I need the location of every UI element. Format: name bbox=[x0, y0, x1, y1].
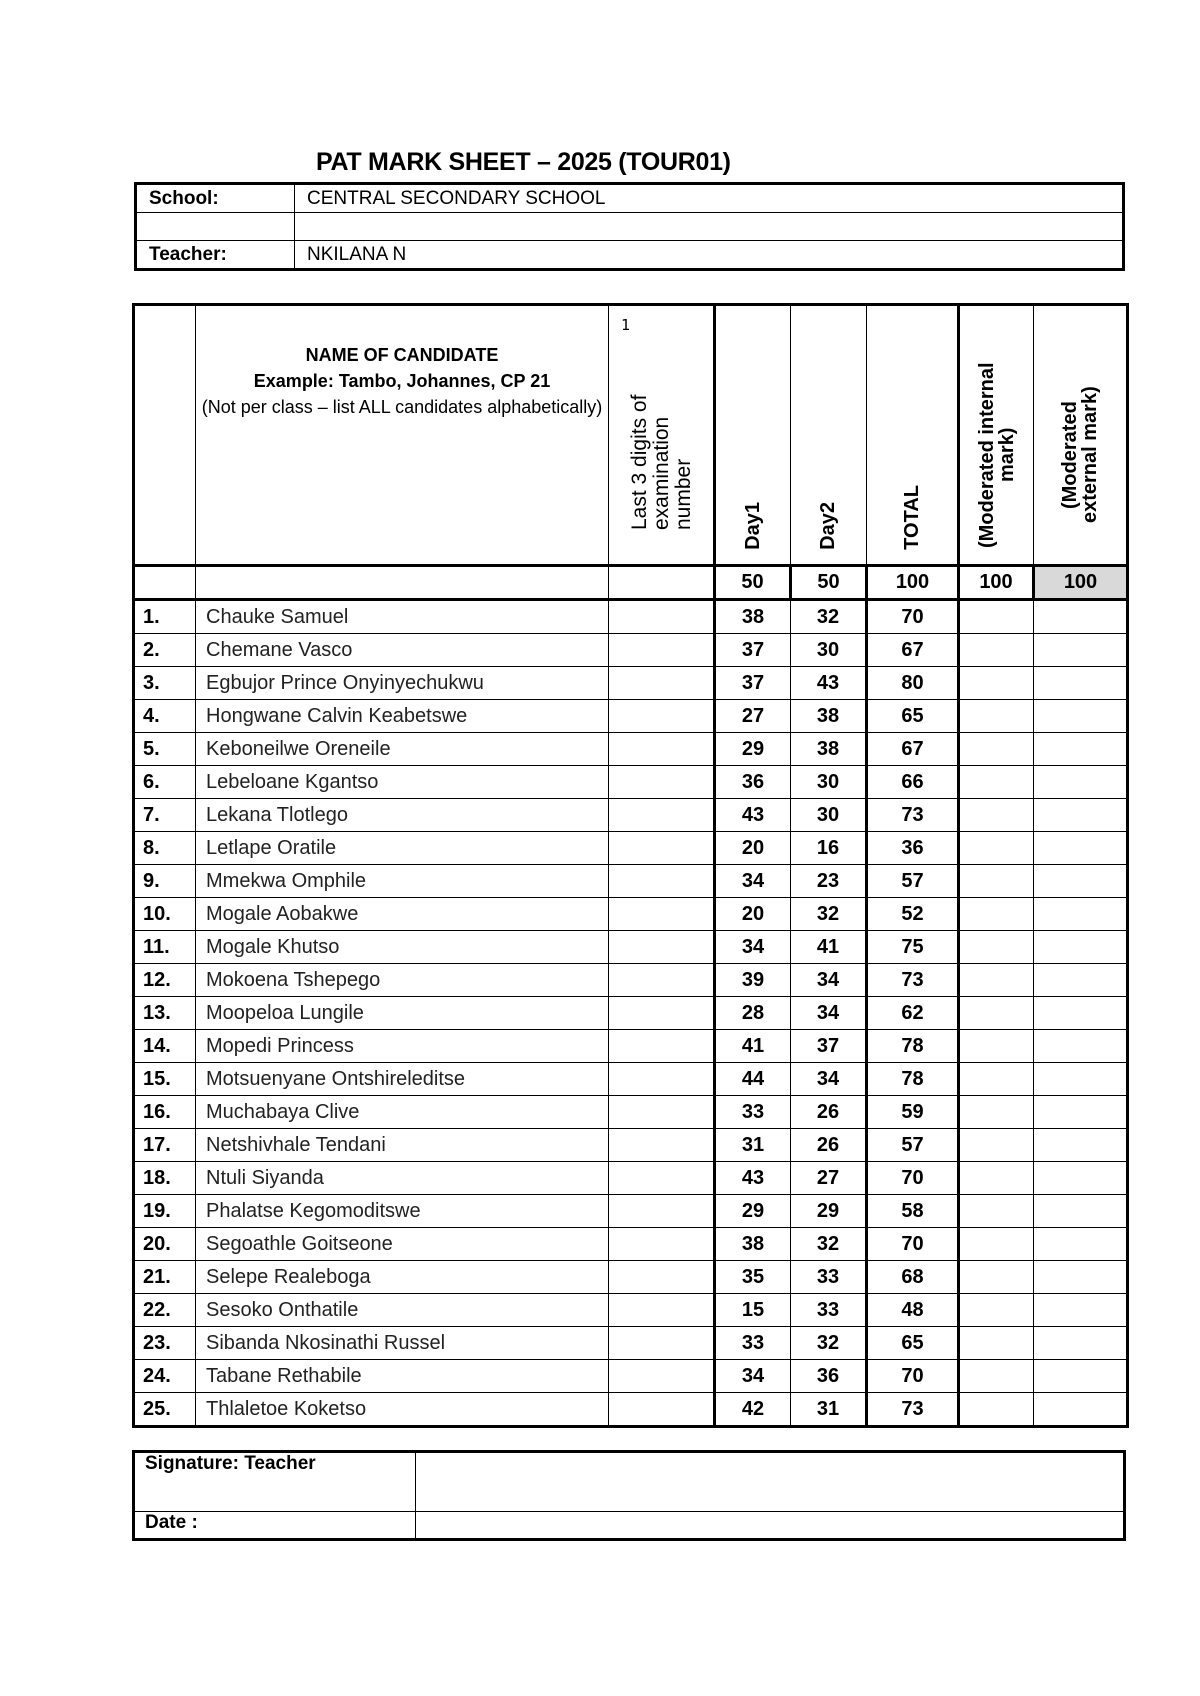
candidate-row bbox=[134, 1294, 1128, 1327]
mod-internal-cell bbox=[959, 634, 1034, 667]
exam-number-cell bbox=[609, 1393, 715, 1427]
candidate-row bbox=[134, 667, 1128, 700]
day2-mark: 33 bbox=[791, 1261, 867, 1294]
total-mark: 70 bbox=[867, 600, 959, 634]
day2-header bbox=[791, 305, 867, 566]
exam-number-label: Last 3 digits of examination number bbox=[628, 394, 695, 530]
candidate-name: Phalatse Kegomoditswe bbox=[196, 1195, 609, 1228]
mod-external-cell bbox=[1034, 700, 1128, 733]
total-mark: 75 bbox=[867, 931, 959, 964]
mod-external-cell bbox=[1034, 1195, 1128, 1228]
mod-internal-cell bbox=[959, 733, 1034, 766]
mod-external-header bbox=[1034, 305, 1128, 566]
day1-mark: 20 bbox=[715, 832, 791, 865]
candidate-name: Mopedi Princess bbox=[196, 1030, 609, 1063]
mod-external-cell bbox=[1034, 832, 1128, 865]
candidate-row bbox=[134, 1195, 1128, 1228]
mod-internal-cell bbox=[959, 1063, 1034, 1096]
day2-mark: 30 bbox=[791, 799, 867, 832]
teacher-value: NKILANA N bbox=[295, 241, 1124, 270]
day2-mark: 34 bbox=[791, 964, 867, 997]
total-label: TOTAL bbox=[900, 485, 923, 550]
day1-mark: 31 bbox=[715, 1129, 791, 1162]
exam-number-cell bbox=[609, 1063, 715, 1096]
day2-mark: 41 bbox=[791, 931, 867, 964]
candidate-row bbox=[134, 1063, 1128, 1096]
mod-internal-cell bbox=[959, 1096, 1034, 1129]
candidate-name: Lebeloane Kgantso bbox=[196, 766, 609, 799]
exam-number-cell bbox=[609, 997, 715, 1030]
day1-mark: 37 bbox=[715, 667, 791, 700]
day2-label: Day2 bbox=[817, 502, 839, 550]
day2-mark: 32 bbox=[791, 1327, 867, 1360]
mod-internal-cell bbox=[959, 1261, 1034, 1294]
row-number: 9. bbox=[134, 865, 196, 898]
row-number: 8. bbox=[134, 832, 196, 865]
candidate-row bbox=[134, 865, 1128, 898]
candidate-name: Sibanda Nkosinathi Russel bbox=[196, 1327, 609, 1360]
candidate-row bbox=[134, 1096, 1128, 1129]
mod-external-cell bbox=[1034, 1360, 1128, 1393]
day1-mark: 36 bbox=[715, 766, 791, 799]
total-mark: 68 bbox=[867, 1261, 959, 1294]
day2-mark: 30 bbox=[791, 634, 867, 667]
mod-external-cell bbox=[1034, 634, 1128, 667]
row-number: 15. bbox=[134, 1063, 196, 1096]
day2-mark: 26 bbox=[791, 1129, 867, 1162]
total-mark: 73 bbox=[867, 1393, 959, 1427]
mod-external-cell bbox=[1034, 766, 1128, 799]
day1-mark: 34 bbox=[715, 1360, 791, 1393]
mod-internal-cell bbox=[959, 766, 1034, 799]
total-mark: 59 bbox=[867, 1096, 959, 1129]
day1-mark: 33 bbox=[715, 1327, 791, 1360]
signature-table bbox=[132, 1450, 1126, 1541]
exam-number-cell bbox=[609, 898, 715, 931]
row-number: 20. bbox=[134, 1228, 196, 1261]
candidate-name: Mokoena Tshepego bbox=[196, 964, 609, 997]
day1-mark: 37 bbox=[715, 634, 791, 667]
mod-internal-cell bbox=[959, 865, 1034, 898]
total-mark: 70 bbox=[867, 1360, 959, 1393]
day2-mark: 32 bbox=[791, 1228, 867, 1261]
mod-internal-header bbox=[959, 305, 1034, 566]
day1-label: Day1 bbox=[741, 502, 764, 550]
mod-internal-cell bbox=[959, 1327, 1034, 1360]
mod-external-cell bbox=[1034, 1294, 1128, 1327]
total-mark: 78 bbox=[867, 1030, 959, 1063]
mod-internal-cell bbox=[959, 799, 1034, 832]
mod-internal-cell bbox=[959, 832, 1034, 865]
candidate-name: Thlaletoe Koketso bbox=[196, 1393, 609, 1427]
max-day2: 50 bbox=[791, 566, 867, 600]
day2-mark: 37 bbox=[791, 1030, 867, 1063]
total-mark: 48 bbox=[867, 1294, 959, 1327]
candidate-row bbox=[134, 832, 1128, 865]
teacher-label: Teacher: bbox=[136, 241, 295, 270]
mod-internal-cell bbox=[959, 1360, 1034, 1393]
exam-number-cell bbox=[609, 1129, 715, 1162]
day1-mark: 41 bbox=[715, 1030, 791, 1063]
candidate-row bbox=[134, 1327, 1128, 1360]
total-mark: 70 bbox=[867, 1162, 959, 1195]
day2-mark: 33 bbox=[791, 1294, 867, 1327]
mod-internal-cell bbox=[959, 1030, 1034, 1063]
day1-header bbox=[715, 305, 791, 566]
mod-external-cell bbox=[1034, 1228, 1128, 1261]
row-number: 25. bbox=[134, 1393, 196, 1427]
day1-mark: 38 bbox=[715, 600, 791, 634]
blank-label bbox=[136, 213, 295, 241]
row-number: 4. bbox=[134, 700, 196, 733]
candidate-name: Segoathle Goitseone bbox=[196, 1228, 609, 1261]
total-mark: 62 bbox=[867, 997, 959, 1030]
exam-number-cell bbox=[609, 634, 715, 667]
max-mod-external: 100 bbox=[1034, 566, 1128, 600]
candidate-name: Muchabaya Clive bbox=[196, 1096, 609, 1129]
mod-external-cell bbox=[1034, 1261, 1128, 1294]
mod-internal-label: (Moderated internal mark) bbox=[975, 362, 1018, 548]
row-number: 11. bbox=[134, 931, 196, 964]
day1-mark: 27 bbox=[715, 700, 791, 733]
total-mark: 78 bbox=[867, 1063, 959, 1096]
exam-number-cell bbox=[609, 1360, 715, 1393]
exam-number-cell bbox=[609, 1294, 715, 1327]
page-title: PAT MARK SHEET – 2025 (TOUR01) bbox=[316, 148, 731, 176]
row-number: 21. bbox=[134, 1261, 196, 1294]
day1-mark: 38 bbox=[715, 1228, 791, 1261]
school-label: School: bbox=[136, 184, 295, 213]
teacher-signature-label: Signature: Teacher bbox=[134, 1452, 416, 1512]
exam-number-cell bbox=[609, 1228, 715, 1261]
mod-external-label: (Moderated external mark) bbox=[1059, 386, 1101, 524]
candidate-row bbox=[134, 931, 1128, 964]
day2-mark: 26 bbox=[791, 1096, 867, 1129]
day1-mark: 34 bbox=[715, 931, 791, 964]
candidate-row bbox=[134, 1360, 1128, 1393]
candidate-name: Keboneilwe Oreneile bbox=[196, 733, 609, 766]
candidate-row bbox=[134, 700, 1128, 733]
day1-mark: 44 bbox=[715, 1063, 791, 1096]
max-blank bbox=[196, 566, 609, 600]
mod-external-cell bbox=[1034, 1162, 1128, 1195]
row-number: 1. bbox=[134, 600, 196, 634]
candidate-name: Hongwane Calvin Keabetswe bbox=[196, 700, 609, 733]
mod-internal-cell bbox=[959, 1228, 1034, 1261]
day1-mark: 35 bbox=[715, 1261, 791, 1294]
day2-mark: 34 bbox=[791, 1063, 867, 1096]
total-mark: 80 bbox=[867, 667, 959, 700]
max-marks-row bbox=[134, 566, 1128, 600]
row-number: 14. bbox=[134, 1030, 196, 1063]
row-number: 22. bbox=[134, 1294, 196, 1327]
day2-mark: 32 bbox=[791, 600, 867, 634]
exam-number-cell bbox=[609, 832, 715, 865]
day2-mark: 27 bbox=[791, 1162, 867, 1195]
mod-internal-cell bbox=[959, 667, 1034, 700]
mod-external-cell bbox=[1034, 931, 1128, 964]
exam-number-cell bbox=[609, 667, 715, 700]
total-mark: 67 bbox=[867, 634, 959, 667]
school-info-table bbox=[134, 182, 1125, 271]
mod-external-cell bbox=[1034, 997, 1128, 1030]
max-total: 100 bbox=[867, 566, 959, 600]
mod-internal-cell bbox=[959, 931, 1034, 964]
mod-external-cell bbox=[1034, 733, 1128, 766]
mod-external-cell bbox=[1034, 1327, 1128, 1360]
candidate-row bbox=[134, 1228, 1128, 1261]
day2-mark: 16 bbox=[791, 832, 867, 865]
exam-number-cell bbox=[609, 1162, 715, 1195]
day1-mark: 43 bbox=[715, 1162, 791, 1195]
candidate-row bbox=[134, 1030, 1128, 1063]
total-mark: 66 bbox=[867, 766, 959, 799]
mod-external-cell bbox=[1034, 799, 1128, 832]
candidate-row bbox=[134, 1129, 1128, 1162]
row-number: 16. bbox=[134, 1096, 196, 1129]
candidate-name: Selepe Realeboga bbox=[196, 1261, 609, 1294]
day2-mark: 36 bbox=[791, 1360, 867, 1393]
name-header bbox=[196, 305, 609, 566]
candidate-name: Mogale Khutso bbox=[196, 931, 609, 964]
candidate-name: Chauke Samuel bbox=[196, 600, 609, 634]
mod-external-cell bbox=[1034, 1129, 1128, 1162]
max-mod-internal: 100 bbox=[959, 566, 1034, 600]
max-blank bbox=[134, 566, 196, 600]
total-mark: 58 bbox=[867, 1195, 959, 1228]
name-header-title: NAME OF CANDIDATE bbox=[305, 345, 499, 365]
day2-mark: 38 bbox=[791, 733, 867, 766]
mod-internal-cell bbox=[959, 600, 1034, 634]
candidate-name: Netshivhale Tendani bbox=[196, 1129, 609, 1162]
total-mark: 67 bbox=[867, 733, 959, 766]
day1-mark: 15 bbox=[715, 1294, 791, 1327]
row-number: 13. bbox=[134, 997, 196, 1030]
mod-internal-cell bbox=[959, 1294, 1034, 1327]
exam-number-cell bbox=[609, 766, 715, 799]
exam-number-cell bbox=[609, 1030, 715, 1063]
total-mark: 73 bbox=[867, 799, 959, 832]
mod-external-cell bbox=[1034, 1393, 1128, 1427]
day1-mark: 28 bbox=[715, 997, 791, 1030]
mod-internal-cell bbox=[959, 997, 1034, 1030]
mod-external-cell bbox=[1034, 898, 1128, 931]
candidate-row bbox=[134, 1162, 1128, 1195]
exam-number-cell bbox=[609, 865, 715, 898]
total-mark: 73 bbox=[867, 964, 959, 997]
mod-external-cell bbox=[1034, 1030, 1128, 1063]
candidate-row bbox=[134, 799, 1128, 832]
day2-mark: 31 bbox=[791, 1393, 867, 1427]
candidate-row bbox=[134, 964, 1128, 997]
date-label: Date : bbox=[134, 1512, 416, 1540]
exam-number-cell bbox=[609, 1096, 715, 1129]
exam-number-cell bbox=[609, 931, 715, 964]
total-mark: 65 bbox=[867, 1327, 959, 1360]
exam-number-cell bbox=[609, 1195, 715, 1228]
candidate-row bbox=[134, 1261, 1128, 1294]
mod-external-cell bbox=[1034, 1063, 1128, 1096]
row-number: 3. bbox=[134, 667, 196, 700]
candidate-name: Egbujor Prince Onyinyechukwu bbox=[196, 667, 609, 700]
exam-footnote: 1 bbox=[621, 316, 631, 334]
mod-external-cell bbox=[1034, 667, 1128, 700]
name-header-note: (Not per class – list ALL candidates alphabetically) bbox=[201, 397, 603, 417]
row-number: 24. bbox=[134, 1360, 196, 1393]
day1-mark: 43 bbox=[715, 799, 791, 832]
candidate-row bbox=[134, 634, 1128, 667]
total-mark: 70 bbox=[867, 1228, 959, 1261]
row-number: 12. bbox=[134, 964, 196, 997]
day1-mark: 42 bbox=[715, 1393, 791, 1427]
mod-external-cell bbox=[1034, 1096, 1128, 1129]
total-mark: 57 bbox=[867, 1129, 959, 1162]
mod-external-cell bbox=[1034, 865, 1128, 898]
day1-mark: 34 bbox=[715, 865, 791, 898]
candidate-row bbox=[134, 997, 1128, 1030]
day2-mark: 30 bbox=[791, 766, 867, 799]
row-number: 10. bbox=[134, 898, 196, 931]
candidate-name: Letlape Oratile bbox=[196, 832, 609, 865]
row-number: 7. bbox=[134, 799, 196, 832]
exam-number-header bbox=[609, 305, 715, 566]
total-header bbox=[867, 305, 959, 566]
candidate-name: Mmekwa Omphile bbox=[196, 865, 609, 898]
day2-mark: 38 bbox=[791, 700, 867, 733]
row-number: 5. bbox=[134, 733, 196, 766]
mod-external-cell bbox=[1034, 600, 1128, 634]
total-mark: 52 bbox=[867, 898, 959, 931]
exam-number-cell bbox=[609, 964, 715, 997]
row-number: 2. bbox=[134, 634, 196, 667]
school-value: CENTRAL SECONDARY SCHOOL bbox=[295, 184, 1124, 213]
day2-mark: 29 bbox=[791, 1195, 867, 1228]
max-day1: 50 bbox=[715, 566, 791, 600]
mod-internal-cell bbox=[959, 1129, 1034, 1162]
candidate-row bbox=[134, 898, 1128, 931]
candidate-name: Motsuenyane Ontshireleditse bbox=[196, 1063, 609, 1096]
candidate-name: Moopeloa Lungile bbox=[196, 997, 609, 1030]
mod-internal-cell bbox=[959, 964, 1034, 997]
teacher-signature-field[interactable] bbox=[416, 1452, 1125, 1512]
mod-internal-cell bbox=[959, 1195, 1034, 1228]
day2-mark: 34 bbox=[791, 997, 867, 1030]
candidate-row bbox=[134, 1393, 1128, 1427]
candidate-name: Tabane Rethabile bbox=[196, 1360, 609, 1393]
exam-number-cell bbox=[609, 1327, 715, 1360]
row-number: 23. bbox=[134, 1327, 196, 1360]
candidate-row bbox=[134, 766, 1128, 799]
mod-internal-cell bbox=[959, 1393, 1034, 1427]
mod-external-cell bbox=[1034, 964, 1128, 997]
day1-mark: 33 bbox=[715, 1096, 791, 1129]
day1-mark: 39 bbox=[715, 964, 791, 997]
header-row bbox=[134, 305, 1128, 566]
exam-number-cell bbox=[609, 600, 715, 634]
day1-mark: 20 bbox=[715, 898, 791, 931]
blank-value bbox=[295, 213, 1124, 241]
candidate-name: Sesoko Onthatile bbox=[196, 1294, 609, 1327]
candidate-row bbox=[134, 733, 1128, 766]
exam-number-cell bbox=[609, 700, 715, 733]
max-blank bbox=[609, 566, 715, 600]
exam-number-cell bbox=[609, 1261, 715, 1294]
day2-mark: 43 bbox=[791, 667, 867, 700]
row-number: 17. bbox=[134, 1129, 196, 1162]
exam-number-cell bbox=[609, 799, 715, 832]
mod-internal-cell bbox=[959, 700, 1034, 733]
day2-mark: 32 bbox=[791, 898, 867, 931]
day1-mark: 29 bbox=[715, 733, 791, 766]
row-number: 19. bbox=[134, 1195, 196, 1228]
total-mark: 57 bbox=[867, 865, 959, 898]
candidate-name: Mogale Aobakwe bbox=[196, 898, 609, 931]
day2-mark: 23 bbox=[791, 865, 867, 898]
candidate-row bbox=[134, 600, 1128, 634]
candidate-name: Lekana Tlotlego bbox=[196, 799, 609, 832]
date-field[interactable] bbox=[416, 1512, 1125, 1540]
number-header bbox=[134, 305, 196, 566]
candidate-name: Ntuli Siyanda bbox=[196, 1162, 609, 1195]
mod-internal-cell bbox=[959, 1162, 1034, 1195]
name-header-example: Example: Tambo, Johannes, CP 21 bbox=[253, 371, 551, 391]
total-mark: 65 bbox=[867, 700, 959, 733]
row-number: 18. bbox=[134, 1162, 196, 1195]
day1-mark: 29 bbox=[715, 1195, 791, 1228]
total-mark: 36 bbox=[867, 832, 959, 865]
candidate-name: Chemane Vasco bbox=[196, 634, 609, 667]
marks-table bbox=[132, 303, 1129, 1428]
mod-internal-cell bbox=[959, 898, 1034, 931]
exam-number-cell bbox=[609, 733, 715, 766]
row-number: 6. bbox=[134, 766, 196, 799]
